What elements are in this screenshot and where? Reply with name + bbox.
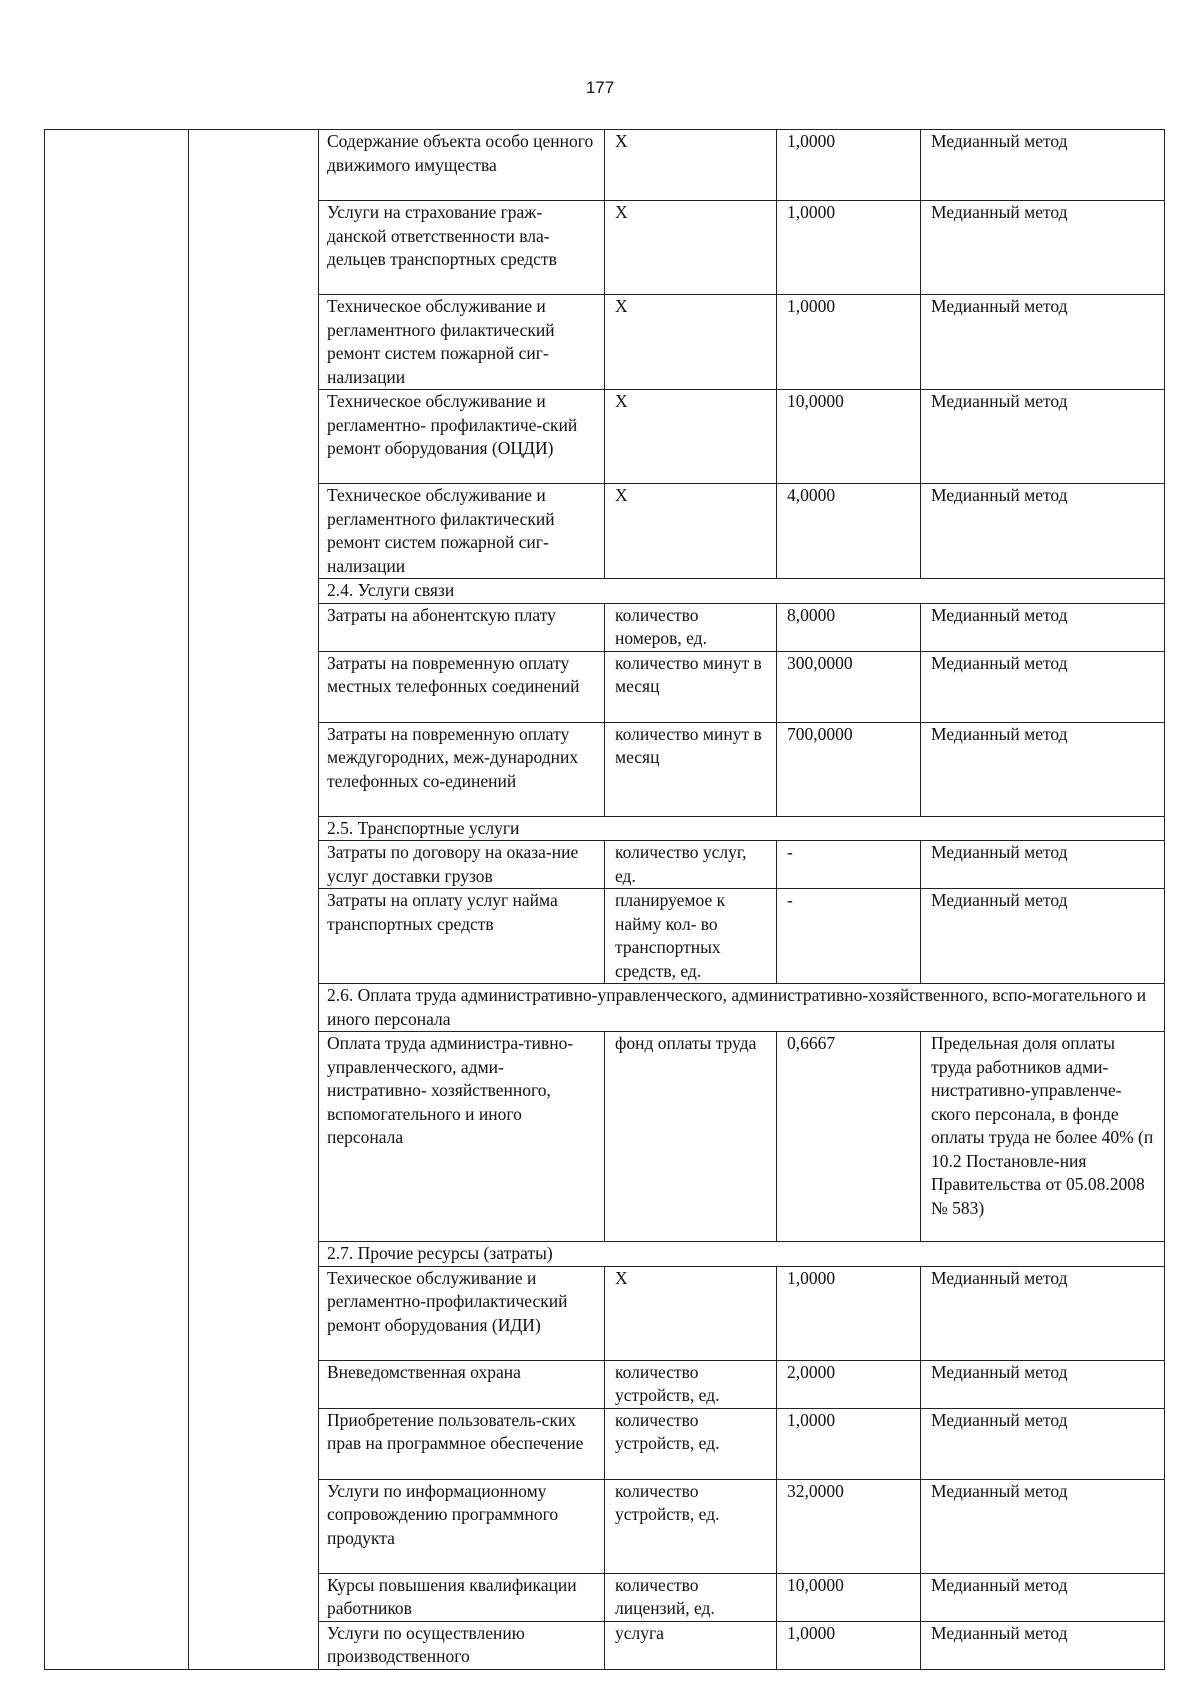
cell-name: Затраты на повременную оплату междугородних, меж-дународних телефонных со-единений [319,722,605,816]
section-title: 2.7. Прочие ресурсы (затраты) [319,1242,1165,1267]
cell-unit: количество устройств, ед. [605,1360,777,1408]
cell-method: Медианный метод [921,1266,1165,1360]
cell-unit: X [605,130,777,201]
cell-method: Медианный метод [921,484,1165,579]
cell-method: Медианный метод [921,201,1165,295]
cell-name: Курсы повышения квалификации работников [319,1573,605,1621]
cell-name: Техническое обслуживание и регламентно- профилактиче-ский ремонт оборудования (ОЦДИ) [319,390,605,484]
blank-column-2 [189,130,319,1670]
cell-name: Затраты на повременную оплату местных телефонных соединений [319,651,605,722]
cell-method: Медианный метод [921,130,1165,201]
cell-value: 1,0000 [777,130,921,201]
cell-value: - [777,889,921,984]
table-row [45,130,1165,201]
cell-value: 8,0000 [777,603,921,651]
page-number: 177 [585,78,615,97]
cell-value: 1,0000 [777,295,921,390]
cell-name: Оплата труда администра-тивно-управленческого, адми-нистративно- хозяйственного, вспомогательного и иного персонала [319,1032,605,1242]
cell-value: 1,0000 [777,201,921,295]
cell-unit: количество минут в месяц [605,722,777,816]
cell-name: Услуги по осуществлению производственного [319,1621,605,1669]
section-title: 2.6. Оплата труда административно-управленческого, административно-хозяйственного, вспо-могательного и иного персонала [319,984,1165,1032]
cell-value: 32,0000 [777,1479,921,1573]
cell-method: Медианный метод [921,1573,1165,1621]
cell-value: 10,0000 [777,1573,921,1621]
section-title: 2.5. Транспортные услуги [319,816,1165,841]
cell-method: Медианный метод [921,390,1165,484]
cell-unit: количество устройств, ед. [605,1479,777,1573]
cell-value: 0,6667 [777,1032,921,1242]
cell-name: Техическое обслуживание и регламентно-профилактический ремонт оборудования (ИДИ) [319,1266,605,1360]
cell-name: Техническое обслуживание и регламентного филактический ремонт систем пожарной сиг-нализации [319,484,605,579]
cell-unit: X [605,295,777,390]
cell-method: Медианный метод [921,603,1165,651]
cell-value: 700,0000 [777,722,921,816]
cell-name: Вневедомственная охрана [319,1360,605,1408]
cell-name: Содержание объекта особо ценного движимого имущества [319,130,605,201]
cell-value: 300,0000 [777,651,921,722]
cell-name: Техническое обслуживание и регламентного филактический ремонт систем пожарной сиг-нализации [319,295,605,390]
cell-method: Медианный метод [921,841,1165,889]
cell-unit: X [605,201,777,295]
cell-unit: услуга [605,1621,777,1669]
cell-method: Медианный метод [921,722,1165,816]
cell-unit: планируемое к найму кол- во транспортных средств, ед. [605,889,777,984]
cell-value: - [777,841,921,889]
cell-value: 4,0000 [777,484,921,579]
cell-unit: X [605,1266,777,1360]
cell-name: Затраты на абонентскую плату [319,603,605,651]
section-title: 2.4. Услуги связи [319,579,1165,604]
cost-norms-table [44,129,1165,1670]
cell-method: Медианный метод [921,295,1165,390]
cell-unit: X [605,390,777,484]
cell-name: Услуги по информационному сопровождению программного продукта [319,1479,605,1573]
cell-name: Затраты на оплату услуг найма транспортных средств [319,889,605,984]
cell-method: Медианный метод [921,1360,1165,1408]
cell-value: 1,0000 [777,1621,921,1669]
cell-value: 1,0000 [777,1408,921,1479]
cell-unit: количество устройств, ед. [605,1408,777,1479]
cell-method: Медианный метод [921,1408,1165,1479]
cell-unit: X [605,484,777,579]
cell-method: Предельная доля оплаты труда работников адми-нистративно-управленче-ского персонала, в фонде оплаты труда не более 40% (п 10.2 Постановле-ния Правительства от 05.08.2008 № 583) [921,1032,1165,1242]
cell-value: 1,0000 [777,1266,921,1360]
cell-name: Услуги на страхование граж-данской ответственности вла-дельцев транспортных средств [319,201,605,295]
cell-name: Приобретение пользователь-ских прав на программное обеспечение [319,1408,605,1479]
cell-value: 2,0000 [777,1360,921,1408]
cell-method: Медианный метод [921,1621,1165,1669]
cell-value: 10,0000 [777,390,921,484]
cell-unit: фонд оплаты труда [605,1032,777,1242]
cell-method: Медианный метод [921,1479,1165,1573]
cell-unit: количество номеров, ед. [605,603,777,651]
cell-unit: количество минут в месяц [605,651,777,722]
cell-unit: количество лицензий, ед. [605,1573,777,1621]
cell-name: Затраты по договору на оказа-ние услуг доставки грузов [319,841,605,889]
cell-unit: количество услуг, ед. [605,841,777,889]
cell-method: Медианный метод [921,651,1165,722]
cell-method: Медианный метод [921,889,1165,984]
blank-column-1 [45,130,189,1670]
table-body [45,130,1165,1670]
